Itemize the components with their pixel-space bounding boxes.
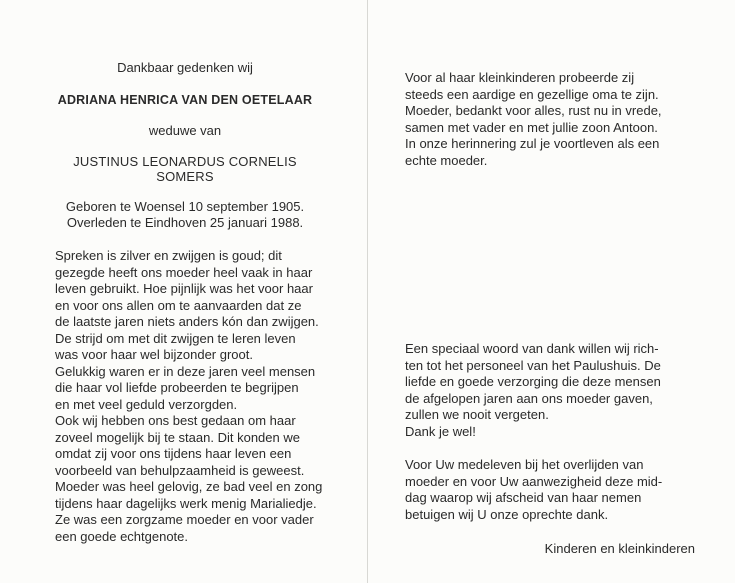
text-line: en met veel geduld verzorgden. [55, 396, 238, 412]
text-line: Spreken is zilver en zwijgen is goud; dit [55, 248, 282, 263]
text-line: ten tot het personeel van het Paulushuis. De [405, 357, 661, 373]
left-panel [55, 60, 323, 545]
text-line: voorbeeld van behulpzaamheid is geweest. [55, 462, 305, 478]
life-dates [55, 199, 315, 231]
text-line: de afgelopen jaren aan ons moeder gaven, [405, 390, 653, 406]
text-line: In onze herinnering zul je voortleven als een [405, 136, 660, 151]
text-line: de laatste jaren niets anders kón dan zwijgen. [55, 314, 319, 329]
text-line: samen met vader en met jullie zoon Antoon. [405, 119, 658, 135]
text-line: betuigen wij U onze oprechte dank. [405, 506, 609, 522]
text-line: en voor ons allen om te aanvaarden dat ze [55, 297, 302, 313]
text-line: die haar vol liefde probeerden te begrijpen [55, 380, 299, 395]
text-line: Een speciaal woord van dank willen wij rich- [405, 341, 659, 356]
spouse-name [55, 154, 315, 184]
thanks-sympathy-paragraph [405, 457, 695, 523]
text-line: tijdens haar dagelijks werk menig Marialiedje. [55, 495, 317, 511]
text-line: Moeder was heel gelovig, ze bad veel en zong [55, 479, 323, 494]
text-line: Ook wij hebben ons best gedaan om haar [55, 413, 296, 428]
signature: Kinderen en kleinkinderen [544, 541, 695, 556]
text-line: dag waarop wij afscheid van haar nemen [405, 490, 642, 505]
text-line: omdat zij voor ons tijdens haar leven een [55, 446, 292, 461]
text-line: liefde en goede verzorging die deze mensen [405, 374, 661, 389]
thanks-staff-paragraph [405, 341, 695, 440]
text-line: De strijd om met dit zwijgen te leren leven [55, 330, 296, 346]
right-panel [405, 70, 695, 556]
grandchildren-paragraph [405, 70, 695, 169]
text-line: Voor Uw medeleven bij het overlijden van [405, 457, 644, 472]
text-line: moeder en voor Uw aanwezigheid deze mid- [405, 473, 663, 489]
memorial-text [55, 248, 323, 545]
born-line: Geboren te Woensel 10 september 1905. [65, 199, 305, 214]
text-line: Dank je wel! [405, 423, 476, 439]
text-line: leven gebruikt. Hoe pijnlijk was het voor haar [55, 281, 313, 296]
text-line: Gelukkig waren er in deze jaren veel mensen [55, 363, 316, 379]
text-line: Moeder, bedankt voor alles, rust nu in vrede, [405, 103, 662, 118]
text-line: was voor haar wel bijzonder groot. [55, 347, 253, 362]
spouse-line-2: SOMERS [156, 169, 214, 184]
text-line: zoveel mogelijk bij te staan. Dit konden we [55, 429, 300, 445]
text-line: steeds een aardige en gezellige oma te zijn. [405, 86, 659, 102]
intro-text: Dankbaar gedenken wij [117, 60, 253, 75]
text-line: gezegde heeft ons moeder heel vaak in haar [55, 264, 313, 280]
text-line: Voor al haar kleinkinderen probeerde zij [405, 70, 635, 85]
deceased-name: ADRIANA HENRICA VAN DEN OETELAAR [57, 93, 313, 107]
card-fold [367, 0, 368, 583]
text-line: Ze was een zorgzame moeder en voor vader [55, 512, 314, 527]
died-line: Overleden te Eindhoven 25 januari 1988. [66, 215, 304, 230]
relation-text: weduwe van [148, 123, 222, 138]
spouse-line-1: JUSTINUS LEONARDUS CORNELIS [73, 154, 297, 169]
text-line: een goede echtgenote. [55, 528, 189, 544]
text-line: echte moeder. [405, 152, 488, 168]
text-line: zullen we nooit vergeten. [405, 407, 549, 422]
